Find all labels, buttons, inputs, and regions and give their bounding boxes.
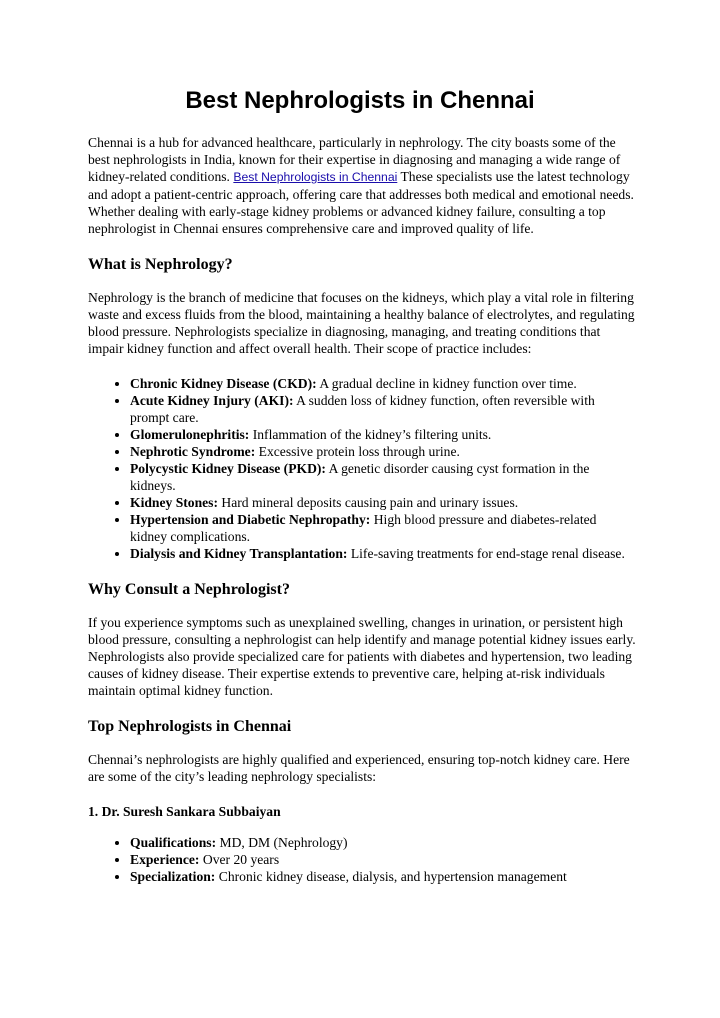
- doctor-details-list: [88, 834, 636, 885]
- list-item-term: Glomerulonephritis:: [130, 427, 250, 442]
- best-nephrologists-link[interactable]: Best Nephrologists in Chennai: [233, 170, 398, 184]
- list-item: [130, 511, 636, 545]
- list-item-desc: Chronic kidney disease, dialysis, and hypertension management: [218, 869, 567, 884]
- scope-list: [88, 375, 636, 562]
- list-item-desc: A genetic disorder causing cyst formation in the kidneys.: [130, 461, 590, 493]
- list-item: [130, 545, 636, 562]
- list-item-term: Kidney Stones:: [130, 495, 218, 510]
- list-item: [130, 375, 636, 392]
- list-item-term: Chronic Kidney Disease (CKD):: [130, 376, 317, 391]
- list-item: [130, 443, 636, 460]
- list-item: [130, 868, 636, 885]
- list-item-term: Specialization:: [130, 869, 216, 884]
- list-item: [130, 834, 636, 851]
- list-item-desc: Hard mineral deposits causing pain and urinary issues.: [221, 495, 519, 510]
- heading-what-is-nephrology: What is Nephrology?: [88, 256, 233, 273]
- list-item-term: Hypertension and Diabetic Nephropathy:: [130, 512, 371, 527]
- list-item: [130, 392, 636, 426]
- intro-text-after: These specialists use the latest technology and adopt a patient-centric approach, offering care that addresses both medical and emotional needs. Whether dealing with early-stage kidney problems or advanced kidney failure, consulting a top nephrologist in Chennai ensures comprehensive care and improved quality of life.: [88, 169, 634, 236]
- list-item-term: Qualifications:: [130, 835, 217, 850]
- list-item: [130, 494, 636, 511]
- list-item: [130, 426, 636, 443]
- list-item-desc: A sudden loss of kidney function, often reversible with prompt care.: [130, 393, 595, 425]
- list-item-desc: A gradual decline in kidney function over time.: [319, 376, 577, 391]
- list-item-desc: MD, DM (Nephrology): [219, 835, 348, 850]
- intro-text-before: Chennai is a hub for advanced healthcare, particularly in nephrology. The city boasts some of the best nephrologists in India, known for their expertise in diagnosing and managing a wide range of kidney-related conditions.: [88, 135, 621, 184]
- document-body: [88, 134, 636, 903]
- list-item-term: Dialysis and Kidney Transplantation:: [130, 546, 348, 561]
- intro-paragraph: [88, 134, 636, 237]
- heading-top-nephrologists: Top Nephrologists in Chennai: [88, 718, 292, 735]
- list-item: [130, 460, 636, 494]
- list-item-desc: Over 20 years: [202, 852, 280, 867]
- list-item-desc: High blood pressure and diabetes-related kidney complications.: [130, 512, 597, 544]
- list-item-term: Experience:: [130, 852, 200, 867]
- why-paragraph: If you experience symptoms such as unexplained swelling, changes in urination, or persistent high blood pressure, consulting a nephrologist can help identify and manage potential kidney issues early. Nephrologists also provide specialized care for patients with diabetes and hypertension, two leading causes of kidney disease. Their expertise extends to preventive care, helping at-risk individuals maintain optimal kidney function.: [88, 615, 636, 698]
- list-item-term: Acute Kidney Injury (AKI):: [130, 393, 294, 408]
- nephrology-paragraph: Nephrology is the branch of medicine that focuses on the kidneys, which play a vital role in filtering waste and excess fluids from the blood, maintaining a healthy balance of electrolytes, and regulating blood pressure. Nephrologists specialize in diagnosing, managing, and treating conditions that impair kidney function and affect overall health. Their scope of practice includes:: [88, 290, 635, 356]
- list-item-term: Nephrotic Syndrome:: [130, 444, 256, 459]
- top-paragraph: Chennai’s nephrologists are highly qualified and experienced, ensuring top-notch kidney care. Here are some of the city’s leading nephrology specialists:: [88, 752, 630, 784]
- heading-why-consult: Why Consult a Nephrologist?: [88, 581, 290, 598]
- list-item-desc: Life-saving treatments for end-stage renal disease.: [350, 546, 625, 561]
- list-item: [130, 851, 636, 868]
- list-item-desc: Inflammation of the kidney’s filtering units.: [252, 427, 492, 442]
- page-title: Best Nephrologists in Chennai: [185, 87, 535, 114]
- doctor-name: 1. Dr. Suresh Sankara Subbaiyan: [88, 804, 281, 819]
- list-item-desc: Excessive protein loss through urine.: [258, 444, 460, 459]
- list-item-term: Polycystic Kidney Disease (PKD):: [130, 461, 326, 476]
